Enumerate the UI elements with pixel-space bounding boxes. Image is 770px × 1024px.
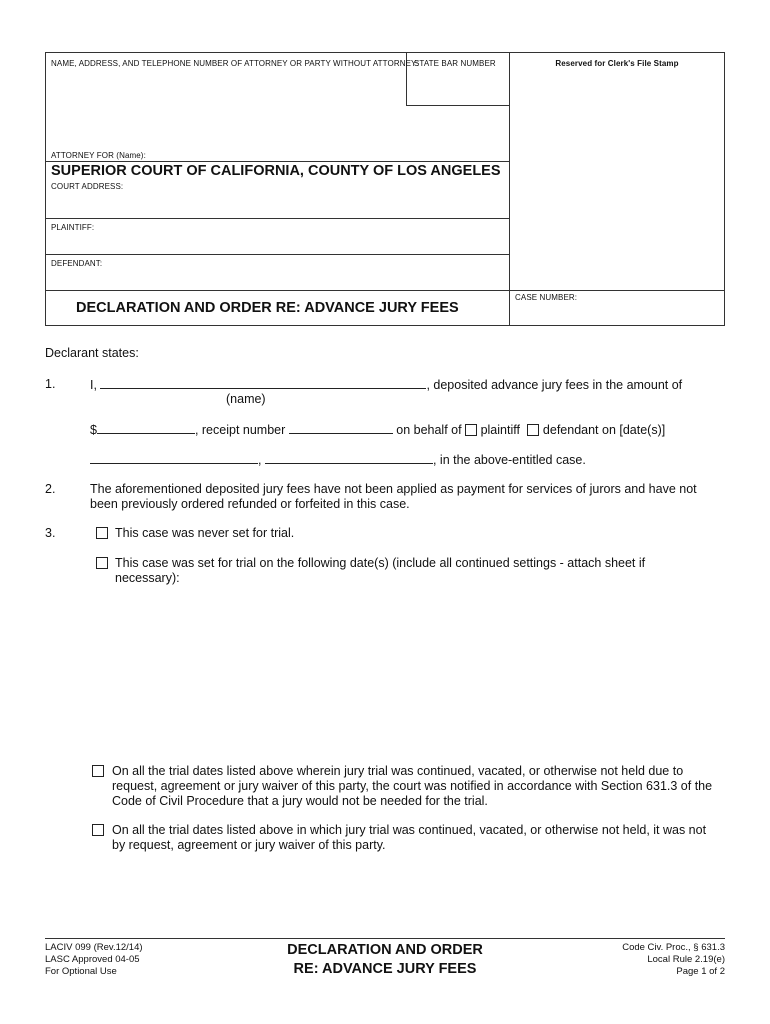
- footer-left: [45, 942, 143, 978]
- plaintiff-checkbox[interactable]: [465, 424, 477, 436]
- form-title: DECLARATION AND ORDER RE: ADVANCE JURY FEES: [76, 300, 459, 316]
- was-set-text: This case was set for trial on the following date(s) (include all continued settings - attach sheet if necessary):: [115, 556, 646, 585]
- footer-title: [230, 941, 540, 979]
- amount-field[interactable]: [97, 422, 195, 434]
- notified-checkbox[interactable]: [92, 765, 104, 777]
- court-name: SUPERIOR COURT OF CALIFORNIA, COUNTY OF LOS ANGELES: [51, 163, 501, 179]
- declarant-states: Declarant states:: [45, 346, 139, 360]
- defendant-option: defendant on [date(s)]: [542, 423, 666, 437]
- trial-dates-area[interactable]: [115, 592, 715, 752]
- date-comma: ,: [258, 453, 262, 467]
- date-field-1[interactable]: [90, 452, 258, 464]
- defendant-checkbox[interactable]: [527, 424, 539, 436]
- item-3-number: 3.: [45, 526, 56, 540]
- receipt-number-field[interactable]: [289, 422, 393, 434]
- footer-right: [560, 942, 725, 978]
- item-1-prefix: I,: [90, 378, 97, 392]
- plaintiff-option: plaintiff: [480, 423, 520, 437]
- on-behalf-text: on behalf of: [396, 423, 462, 437]
- dollar-sign: $: [90, 423, 97, 437]
- was-set-checkbox[interactable]: [96, 557, 108, 569]
- attorney-name-label: NAME, ADDRESS, AND TELEPHONE NUMBER OF ATTORNEY OR PARTY WITHOUT ATTORNEY:: [51, 59, 419, 68]
- item-1-number: 1.: [45, 377, 56, 391]
- approved-text: LASC Approved 04-05: [45, 954, 140, 965]
- item-1-line-1: [90, 377, 682, 393]
- item-2-number: 2.: [45, 482, 56, 496]
- not-held-text: On all the trial dates listed above in which jury trial was continued, vacated, or otherwise not held, it was not by request, agreement or jury waiver of this party.: [112, 823, 707, 852]
- item-2-text: The aforementioned deposited jury fees have not been applied as payment for services of jurors and have not been previously ordered refunded or forfeited in this case.: [90, 482, 697, 511]
- receipt-text: , receipt number: [194, 423, 286, 437]
- attorney-for-label: ATTORNEY FOR (Name):: [51, 151, 146, 160]
- date-field-2[interactable]: [265, 452, 433, 464]
- code-reference: Code Civ. Proc., § 631.3: [622, 942, 725, 953]
- optional-use-text: For Optional Use: [45, 966, 117, 977]
- defendant-label: DEFENDANT:: [51, 259, 103, 268]
- form-id: LACIV 099 (Rev.12/14): [45, 942, 143, 953]
- notified-text: On all the trial dates listed above wherein jury trial was continued, vacated, or otherwise not held due to request, agreement or jury waiver of this party, the court was notified in accordance with Section 631.3 of the Code of Civil Procedure that a jury would not be needed for the trial.: [112, 764, 713, 808]
- name-caption: (name): [226, 392, 266, 406]
- footer-title-line-2: RE: ADVANCE JURY FEES: [293, 961, 477, 977]
- entitled-case-text: , in the above-entitled case.: [432, 453, 586, 467]
- page-number: Page 1 of 2: [676, 966, 725, 977]
- plaintiff-label: PLAINTIFF:: [51, 223, 95, 232]
- item-1-line-3: [90, 452, 586, 468]
- footer-title-line-1: DECLARATION AND ORDER: [287, 942, 483, 958]
- local-rule: Local Rule 2.19(e): [647, 954, 725, 965]
- clerk-stamp-label: Reserved for Clerk's File Stamp: [555, 59, 679, 68]
- not-held-checkbox[interactable]: [92, 824, 104, 836]
- deposited-text: , deposited advance jury fees in the amount of: [426, 378, 683, 392]
- never-set-text: This case was never set for trial.: [115, 526, 295, 540]
- state-bar-label: STATE BAR NUMBER: [414, 59, 496, 68]
- court-address-label: COURT ADDRESS:: [51, 182, 124, 191]
- item-1-line-2: [90, 422, 665, 438]
- footer-rule: [45, 938, 725, 939]
- case-number-label: CASE NUMBER:: [515, 293, 578, 302]
- declarant-name-field[interactable]: [100, 377, 426, 389]
- never-set-checkbox[interactable]: [96, 527, 108, 539]
